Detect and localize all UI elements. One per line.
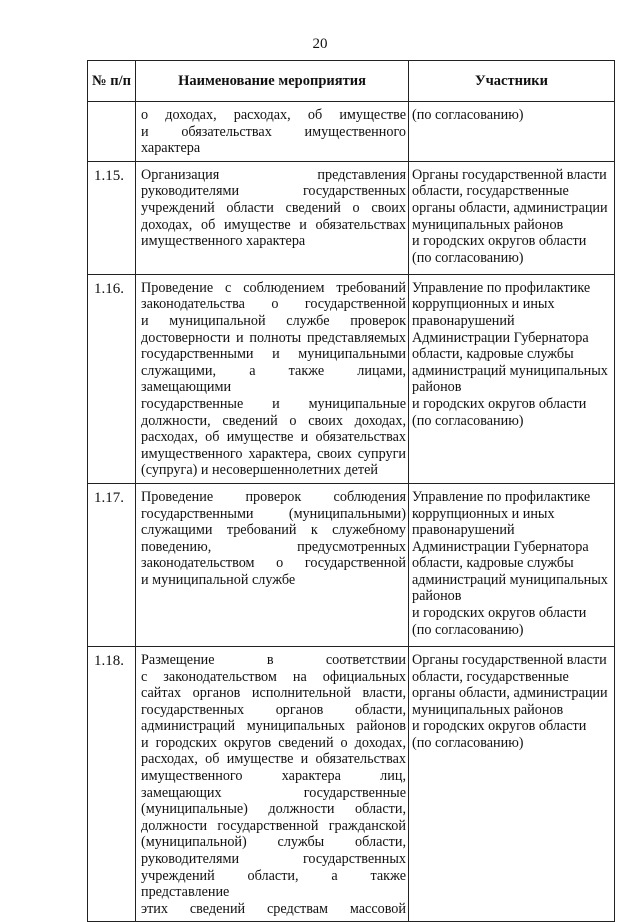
table-row bbox=[88, 161, 615, 274]
row-number bbox=[88, 102, 136, 162]
measure-name-line: руководителями государственных bbox=[141, 183, 406, 200]
header-num: № п/п bbox=[88, 61, 136, 102]
participants-line: области, государственные bbox=[412, 183, 569, 200]
measure-name bbox=[136, 483, 409, 646]
measures-table bbox=[87, 60, 615, 922]
measure-name-line: государственных органов области, bbox=[141, 701, 406, 718]
measure-name-line: законодательством о государственной bbox=[141, 555, 406, 572]
participants-line: области, кадровые службы bbox=[412, 555, 574, 572]
participants-line: Управление по профилактике bbox=[412, 279, 591, 296]
measure-name-line: и обязательствах имущественного характера bbox=[141, 123, 406, 157]
measure-name bbox=[136, 161, 409, 274]
participants bbox=[409, 483, 615, 646]
participants-line: (по согласованию) bbox=[412, 249, 524, 266]
participants bbox=[409, 274, 615, 483]
participants-line: районов bbox=[412, 379, 462, 396]
measure-name-line: служащими требований к служебному bbox=[141, 522, 406, 539]
measure-name-line: доходах, об имуществе и обязательствах bbox=[141, 216, 406, 233]
participants-line: администраций муниципальных bbox=[412, 571, 608, 588]
measure-name-line: о доходах, расходах, об имуществе bbox=[141, 107, 406, 123]
participants-line: и городских округов области bbox=[412, 718, 587, 735]
measure-name-line: государственными (муниципальными) bbox=[141, 505, 406, 522]
measure-name-line: учреждений области, а также представление bbox=[141, 867, 406, 901]
measure-name-line: и городских округов сведений о доходах, bbox=[141, 734, 406, 751]
measure-name-line: имущественного характера bbox=[141, 233, 306, 250]
participants-line: и городских округов области bbox=[412, 233, 587, 250]
participants-line: (по согласованию) bbox=[412, 734, 524, 751]
header-participants: Участники bbox=[409, 61, 615, 102]
participants bbox=[409, 161, 615, 274]
participants-line: органы области, администрации bbox=[412, 685, 608, 702]
measure-name-line: имущественного характера, своих супруги bbox=[141, 445, 406, 462]
participants-line: Администрации Губернатора bbox=[412, 538, 589, 555]
measure-name-line: с законодательством на официальных bbox=[141, 668, 406, 685]
participants-line: и городских округов области bbox=[412, 605, 587, 622]
measure-name-line: (муниципальные) должности области, bbox=[141, 801, 406, 818]
participants-line: (по согласованию) bbox=[412, 621, 524, 638]
participants-line: Управление по профилактике bbox=[412, 488, 591, 505]
table-row bbox=[88, 102, 615, 162]
measure-name-line: замещающих государственные bbox=[141, 784, 406, 801]
table-row bbox=[88, 274, 615, 483]
measure-name-line: законодательства о государственной bbox=[141, 296, 406, 313]
measure-name-line: (супруга) и несовершеннолетних детей bbox=[141, 462, 379, 479]
measure-name-line: Проведение проверок соблюдения bbox=[141, 488, 406, 505]
participants-line: коррупционных и иных bbox=[412, 296, 555, 313]
participants-line: Органы государственной власти bbox=[412, 651, 607, 668]
row-number: 1.18. bbox=[88, 646, 136, 922]
participants bbox=[409, 102, 615, 162]
participants-line: органы области, администрации bbox=[412, 199, 608, 216]
measure-name bbox=[136, 646, 409, 922]
measure-name-line: этих сведений средствам массовой bbox=[141, 900, 406, 917]
participants-line: правонарушений bbox=[412, 312, 515, 329]
table-row bbox=[88, 646, 615, 922]
participants-line: Администрации Губернатора bbox=[412, 329, 589, 346]
participants-line: коррупционных и иных bbox=[412, 505, 555, 522]
table-row bbox=[88, 483, 615, 646]
measure-name bbox=[136, 274, 409, 483]
table-header-row bbox=[88, 61, 615, 102]
participants bbox=[409, 646, 615, 922]
measure-name-line: Проведение с соблюдением требований bbox=[141, 279, 406, 296]
measure-name-line: (муниципальной) службы области, bbox=[141, 834, 406, 851]
participants-line: Органы государственной власти bbox=[412, 166, 607, 183]
row-number: 1.16. bbox=[88, 274, 136, 483]
measure-name-line: сайтах органов исполнительной власти, bbox=[141, 685, 406, 702]
header-name: Наименование мероприятия bbox=[136, 61, 409, 102]
measure-name-line: государственными и муниципальными bbox=[141, 346, 406, 363]
participants-line: муниципальных районов bbox=[412, 216, 564, 233]
participants-line: правонарушений bbox=[412, 522, 515, 539]
participants-line: районов bbox=[412, 588, 462, 605]
measure-name-line: должности, сведений о своих доходах, bbox=[141, 412, 406, 429]
participants-line: муниципальных районов bbox=[412, 701, 564, 718]
measure-name-line: и муниципальной службе проверок bbox=[141, 312, 406, 329]
measure-name-line: расходах, об имуществе и обязательствах bbox=[141, 429, 406, 446]
measure-name-line: служащими, а также лицами, замещающими bbox=[141, 362, 406, 396]
measure-name-line: расходах, об имуществе и обязательствах bbox=[141, 751, 406, 768]
measure-name-line: Размещение в соответствии bbox=[141, 651, 406, 668]
measure-name-line: администраций муниципальных районов bbox=[141, 718, 406, 735]
row-number: 1.15. bbox=[88, 161, 136, 274]
measure-name-line: руководителями государственных bbox=[141, 851, 406, 868]
measure-name-line: государственные и муниципальные bbox=[141, 395, 406, 412]
participants-line: области, государственные bbox=[412, 668, 569, 685]
measure-name-line: поведению, предусмотренных bbox=[141, 538, 406, 555]
participants-line: (по согласованию) bbox=[412, 412, 524, 429]
measure-name-line: Организация представления bbox=[141, 166, 406, 183]
measure-name-line: имущественного характера лиц, bbox=[141, 768, 406, 785]
row-number: 1.17. bbox=[88, 483, 136, 646]
measure-name-line: должности государственной гражданской bbox=[141, 817, 406, 834]
measure-name-line: достоверности и полноты представляемых bbox=[141, 329, 406, 346]
measure-name-line: учреждений области сведений о своих bbox=[141, 199, 406, 216]
participants-line: администраций муниципальных bbox=[412, 362, 608, 379]
measure-name bbox=[136, 102, 409, 162]
participants-line: области, кадровые службы bbox=[412, 346, 574, 363]
participants-line: (по согласованию) bbox=[412, 107, 524, 123]
participants-line: и городских округов области bbox=[412, 395, 587, 412]
measure-name-line: и муниципальной службе bbox=[141, 571, 296, 588]
page-number: 20 bbox=[312, 36, 328, 52]
